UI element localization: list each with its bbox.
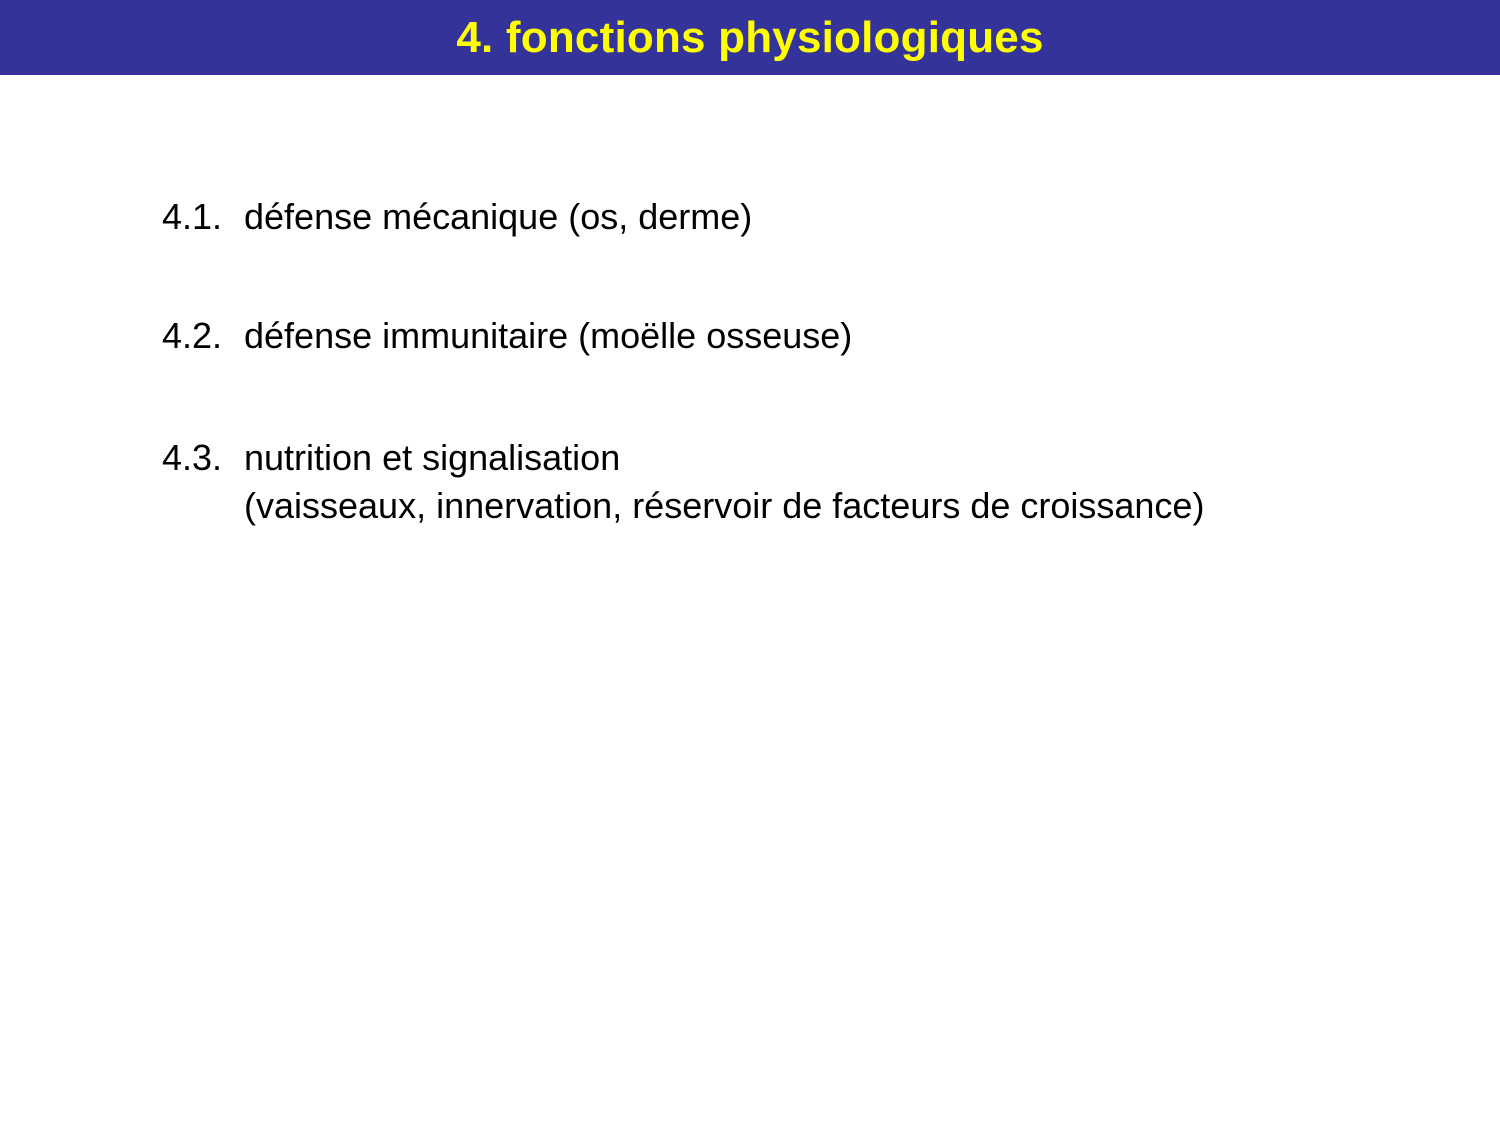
page-title: 4. fonctions physiologiques <box>456 12 1044 62</box>
item-text: défense immunitaire (moëlle osseuse) <box>244 315 853 356</box>
item-number: 4.2. <box>162 315 223 356</box>
item-text: défense mécanique (os, derme) <box>244 196 753 237</box>
item-number: 4.3. <box>162 437 223 478</box>
item-subtext: (vaisseaux, innervation, réservoir de facteurs de croissance) <box>244 485 1205 526</box>
item-text: nutrition et signalisation <box>244 437 621 478</box>
title-bar <box>0 0 1500 75</box>
list-item <box>162 312 852 360</box>
list-item <box>162 434 1204 530</box>
list-item <box>162 193 752 241</box>
item-number: 4.1. <box>162 196 223 237</box>
